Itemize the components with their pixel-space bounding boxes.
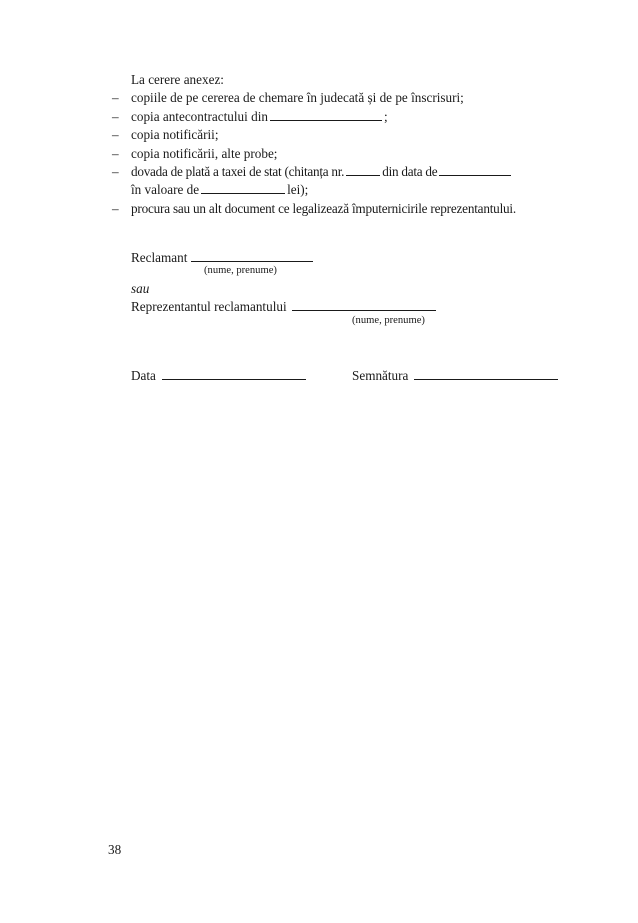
signature-label: Semnătura bbox=[352, 368, 409, 383]
dash-marker: – bbox=[112, 127, 119, 142]
annex-item-6: procura sau un alt document ce legalizează împuternicirile reprezentantului. bbox=[131, 201, 516, 216]
annex-item-5-a: dovada de plată a taxei de stat (chitanța nr. bbox=[131, 164, 345, 179]
sau-label: sau bbox=[131, 281, 150, 296]
annex-intro: La cerere anexez: bbox=[131, 72, 224, 87]
reclamant-label: Reclamant bbox=[131, 250, 188, 265]
annex-item-2-text: copia antecontractului din bbox=[131, 109, 268, 124]
dash-marker: – bbox=[112, 146, 119, 161]
dash-marker: – bbox=[112, 201, 119, 216]
fill-line-receipt-date[interactable] bbox=[439, 174, 511, 176]
fill-line-amount[interactable] bbox=[201, 192, 285, 194]
annex-item-1: copiile de pe cererea de chemare în judecată și de pe înscrisuri; bbox=[131, 90, 464, 105]
fill-line-representative-name[interactable] bbox=[292, 309, 436, 311]
reclamant-row bbox=[131, 251, 315, 264]
annex-item-4: copia notificării, alte probe; bbox=[131, 146, 278, 161]
dash-marker: – bbox=[112, 109, 119, 124]
representative-label: Reprezentantul reclamantului bbox=[131, 299, 287, 314]
annex-item-5-d: lei); bbox=[287, 182, 309, 197]
annex-item-3: copia notificării; bbox=[131, 127, 219, 142]
date-label: Data bbox=[131, 368, 156, 383]
reclamant-hint: (nume, prenume) bbox=[204, 265, 277, 276]
dash-marker: – bbox=[112, 90, 119, 105]
annex-item-5-c: în valoare de bbox=[131, 182, 200, 197]
signature-row bbox=[352, 369, 560, 382]
fill-line-reclamant-name[interactable] bbox=[191, 260, 313, 262]
fill-line-date[interactable] bbox=[162, 378, 306, 380]
annex-item-2 bbox=[131, 110, 388, 123]
representative-row bbox=[131, 300, 438, 313]
annex-item-5-b: din data de bbox=[382, 164, 438, 179]
fill-line-signature[interactable] bbox=[414, 378, 558, 380]
representative-hint: (nume, prenume) bbox=[352, 315, 425, 326]
annex-item-5 bbox=[131, 165, 513, 178]
fill-line-receipt-number[interactable] bbox=[346, 174, 380, 176]
annex-item-5-continued bbox=[131, 183, 308, 196]
dash-marker: – bbox=[112, 164, 119, 179]
annex-item-2-end: ; bbox=[383, 109, 388, 124]
fill-line-antecontract-date[interactable] bbox=[270, 119, 382, 121]
page-number: 38 bbox=[108, 842, 122, 857]
date-row bbox=[131, 369, 308, 382]
